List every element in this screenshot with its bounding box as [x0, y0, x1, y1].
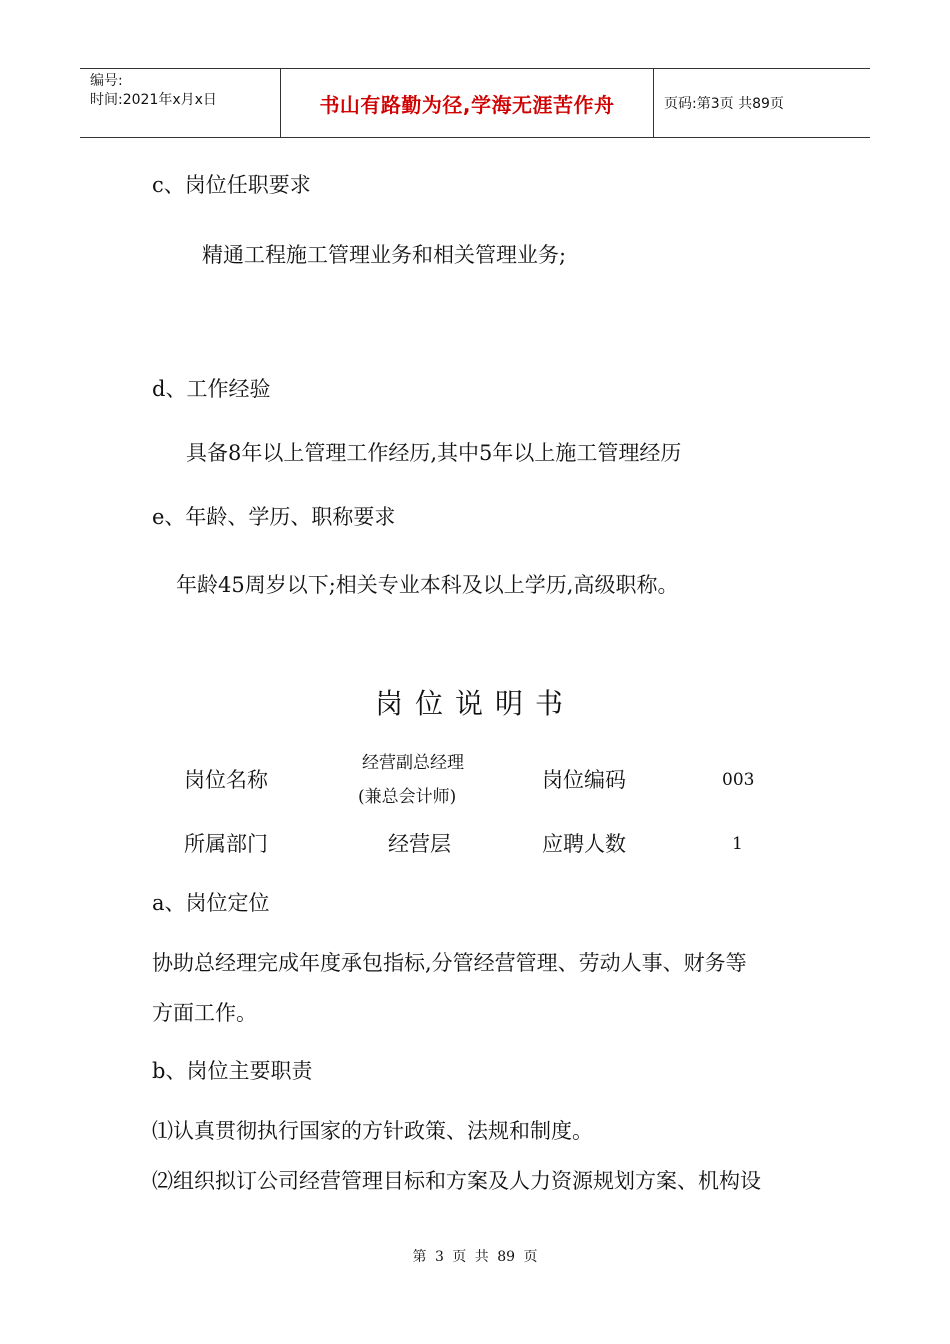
job-name-value-line1: 经营副总经理 [362, 753, 464, 773]
headcount-label: 应聘人数 [542, 832, 626, 856]
job-name-label: 岗位名称 [184, 768, 268, 792]
header-motto-cell [281, 69, 654, 137]
section-a-body-line1: 协助总经理完成年度承包指标,分管经营管理、劳动人事、财务等 [152, 951, 747, 975]
header-meta-cell [80, 69, 281, 137]
section-e-body: 年龄45周岁以下;相关专业本科及以上学历,高级职称。 [176, 573, 679, 597]
page-header [80, 68, 870, 138]
document-number-label: 编号: [90, 73, 123, 89]
job-code-label: 岗位编码 [542, 768, 626, 792]
header-page-info: 页码:第3页 共89页 [664, 96, 784, 112]
section-d-body: 具备8年以上管理工作经历,其中5年以上施工管理经历 [186, 441, 682, 465]
header-motto: 书山有路勤为径,学海无涯苦作舟 [319, 92, 615, 117]
job-code-value: 003 [722, 770, 755, 790]
section-b-item-2: ⑵组织拟订公司经营管理目标和方案及人力资源规划方案、机构设 [152, 1169, 761, 1193]
job-name-value-line2: (兼总会计师) [358, 787, 457, 807]
department-label: 所属部门 [184, 832, 268, 856]
department-value: 经营层 [388, 832, 451, 856]
document-time-label: 时间:2021年x月x日 [90, 92, 217, 108]
headcount-value: 1 [732, 834, 743, 854]
page-footer: 第 3 页 共 89 页 [412, 1249, 538, 1265]
section-c-body: 精通工程施工管理业务和相关管理业务; [202, 243, 567, 267]
section-b-title: b、岗位主要职责 [152, 1059, 313, 1083]
section-d-title: d、工作经验 [152, 377, 271, 401]
section-a-title: a、岗位定位 [152, 891, 270, 915]
header-page-cell [654, 69, 870, 137]
section-c-title: c、岗位任职要求 [152, 173, 311, 197]
section-e-title: e、年龄、学历、职称要求 [152, 505, 396, 529]
section-a-body-line2: 方面工作。 [152, 1001, 257, 1025]
document-title: 岗位说明书 [374, 687, 575, 720]
section-b-item-1: ⑴认真贯彻执行国家的方针政策、法规和制度。 [152, 1119, 593, 1143]
